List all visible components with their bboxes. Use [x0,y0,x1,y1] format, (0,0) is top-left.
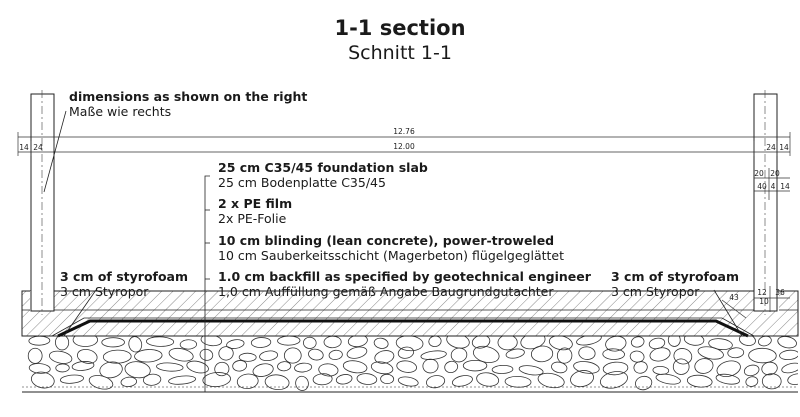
layer-de: 10 cm Sauberkeitsschicht (Magerbeton) flügelgeglättet [218,248,565,263]
dimensions-note [69,89,307,119]
wall-left [31,90,54,315]
note-de: Maße wie rechts [69,104,172,119]
layer-de: 2x PE-Folie [218,211,287,226]
note-en: dimensions as shown on the right [69,89,308,104]
layer-en: 2 x PE film [218,196,293,211]
gravel-backfill [22,330,800,392]
styrofoam-note-left [60,269,188,299]
dim-overall: 12.76 [393,127,415,136]
layer-en: 25 cm C35/45 foundation slab [218,160,428,175]
dim-slab-a: 12 [757,288,767,297]
layer-label-pe-film [218,196,292,226]
layer-de: 25 cm Bodenplatte C35/45 [218,175,386,190]
note-en: 3 cm of styrofoam [611,269,740,284]
dim-left-a: 14 [19,143,29,152]
dim-left-b: 24 [33,143,43,152]
layer-en: 1.0 cm backfill as specified by geotechnical engineer [218,269,591,284]
dim-slope: 43 [729,293,739,302]
dim-wall-b: 20 [770,169,780,178]
note-de: 3 cm Styropor [611,284,700,299]
dim-slab-b: 36 [775,288,785,297]
layer-en: 10 cm blinding (lean concrete), power-troweled [218,233,555,248]
layer-de: 1,0 cm Auffüllung gemäß Angabe Baugrundgutachter [218,284,554,299]
section-title: 1-1 section [334,16,466,40]
dim-wall-c: 40 [757,182,767,191]
note-de: 3 cm Styropor [60,284,149,299]
dim-clear: 12.00 [393,142,415,151]
dim-right-a: 24 [766,143,776,152]
dim-slab-c: 10 [759,297,769,306]
section-title-de: Schnitt 1-1 [348,42,452,64]
layer-label-slab [218,160,428,190]
wall-right [754,90,777,315]
dim-wall-d: 4 [770,182,776,191]
dim-wall-e: 14 [780,182,790,191]
dim-wall-a: 20 [754,169,764,178]
dim-right-b: 14 [779,143,789,152]
note-en: 3 cm of styrofoam [60,269,189,284]
styrofoam-note-right [611,269,739,299]
layer-label-blinding [218,233,564,263]
layer-label-backfill [218,269,591,299]
